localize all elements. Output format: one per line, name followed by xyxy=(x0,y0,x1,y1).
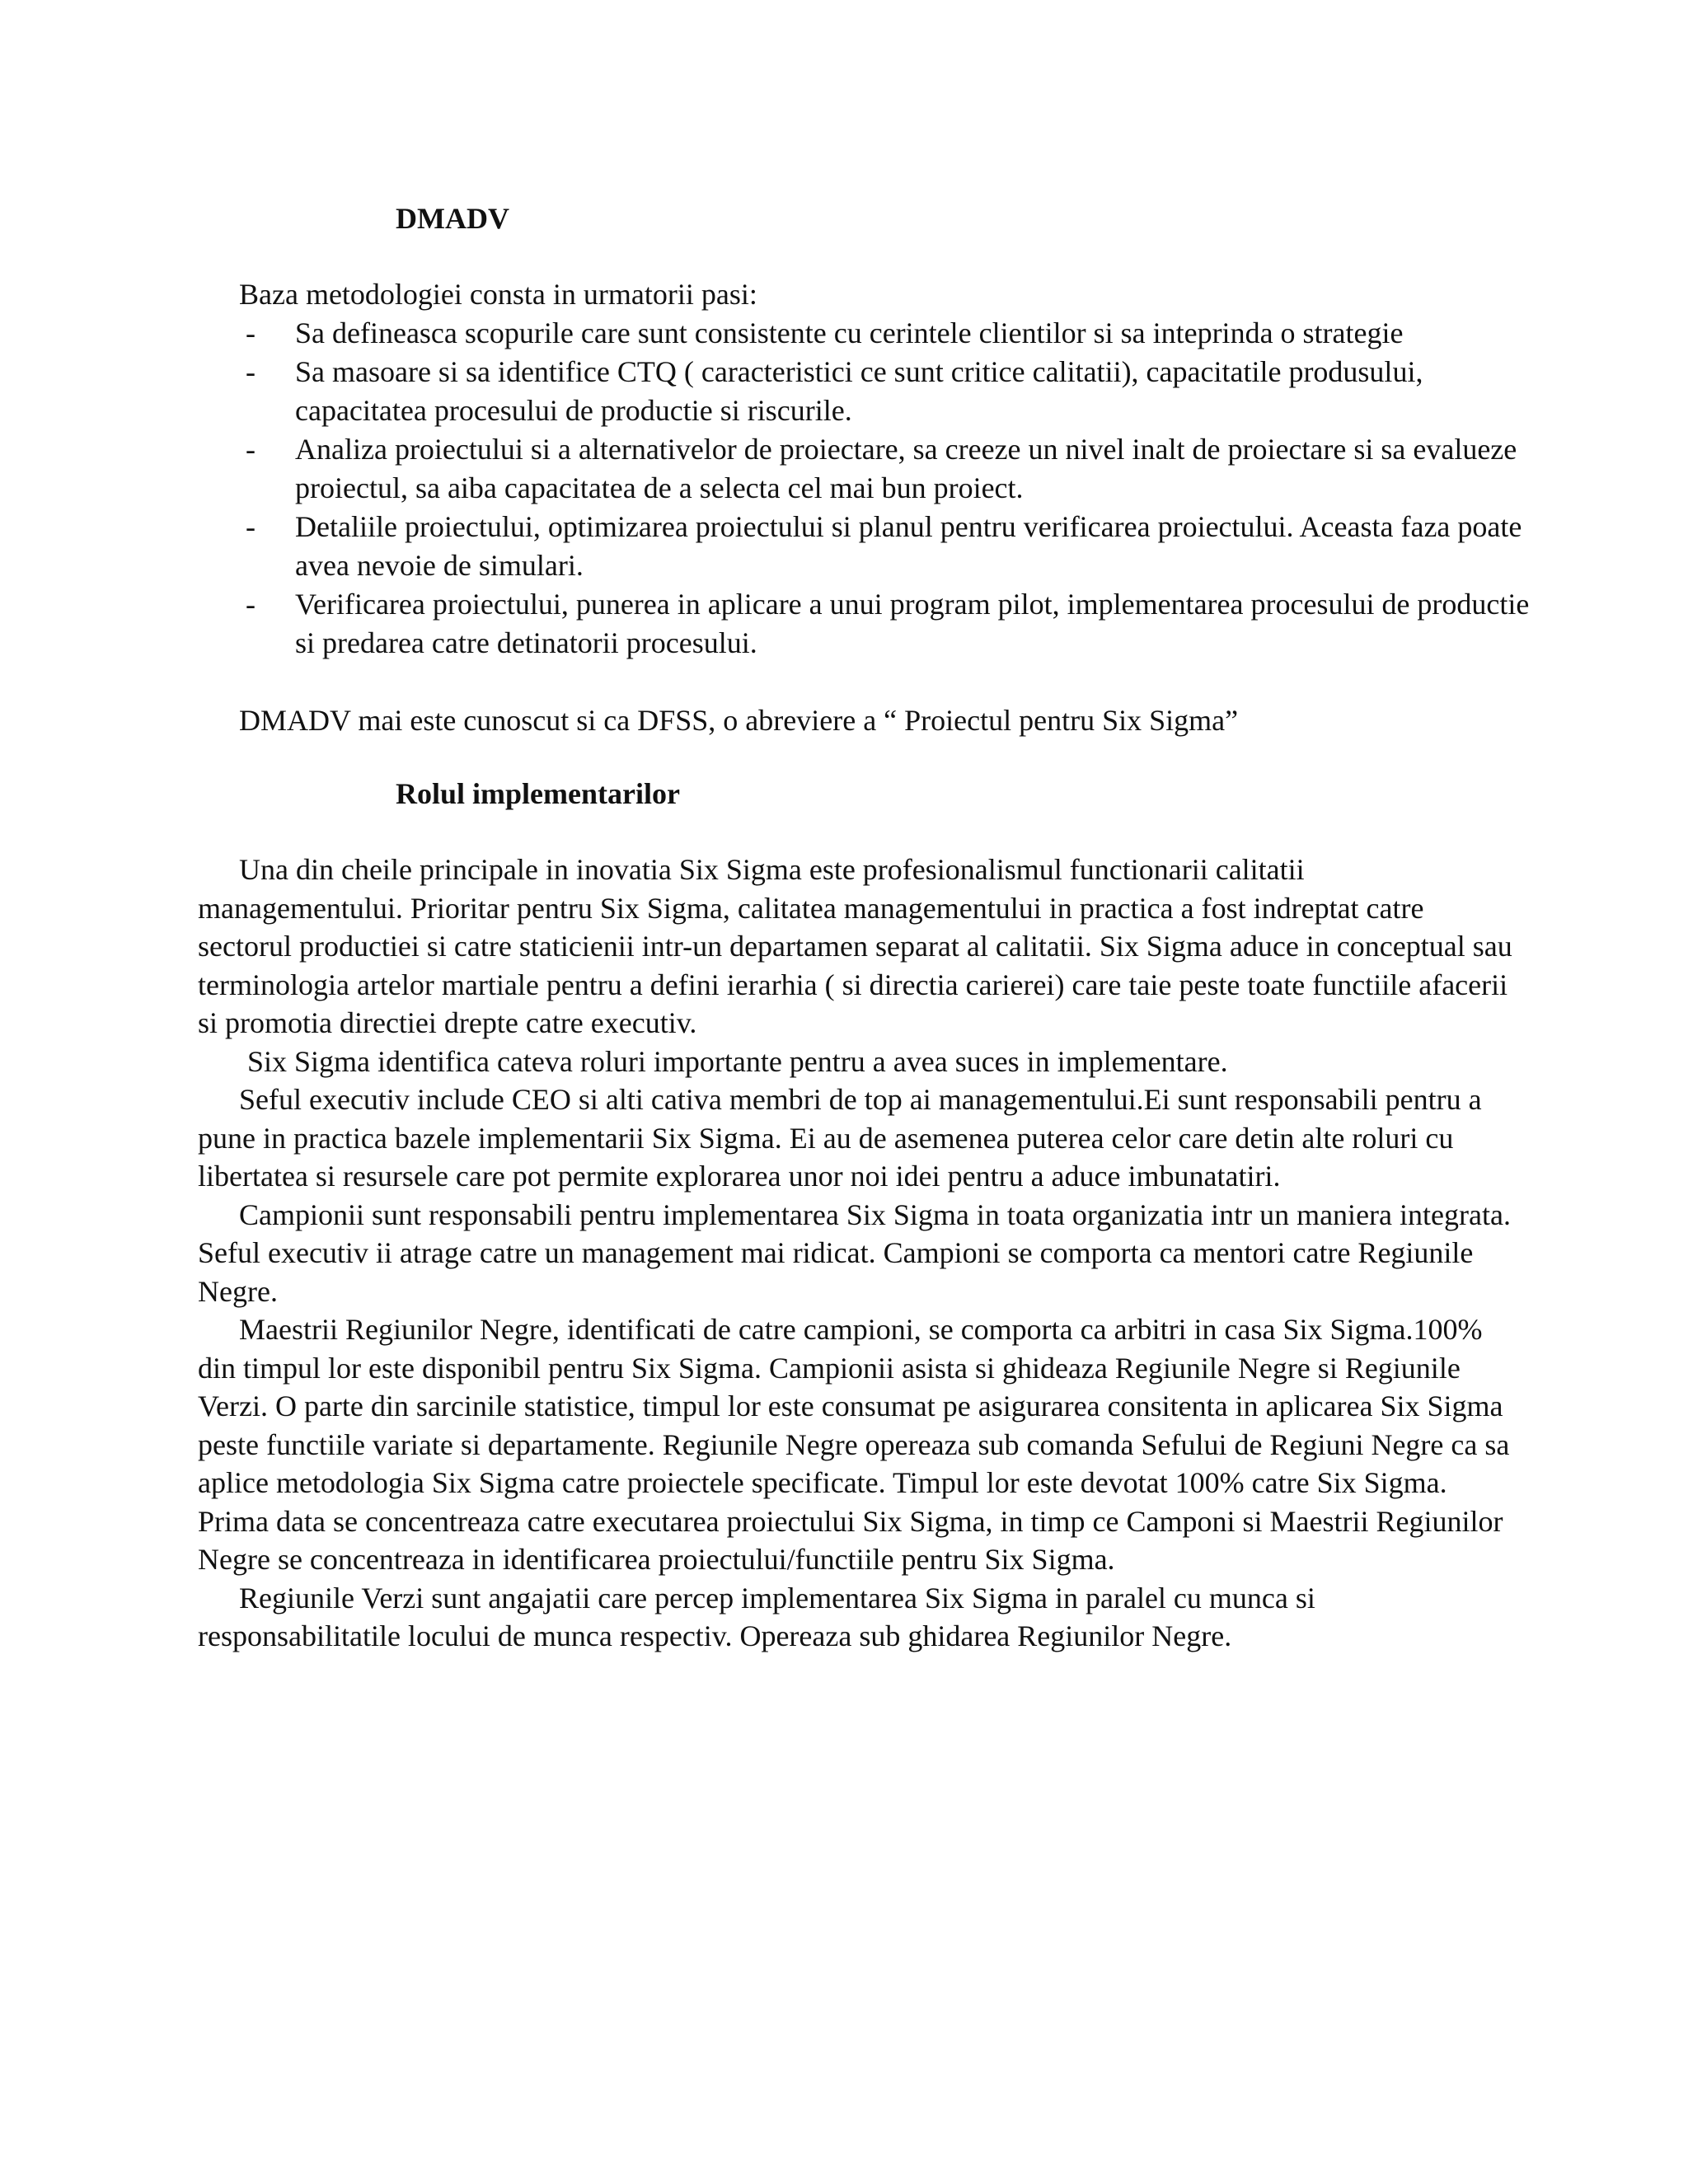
step-text: Verificarea proiectului, punerea in aplicare a unui program pilot, implementarea procesului de productie si predarea catre detinatorii procesului. xyxy=(295,588,1530,659)
paragraph: Six Sigma identifica cateva roluri importante pentru a avea suces in implementare. xyxy=(247,1044,1228,1078)
step-text: Sa defineasca scopurile care sunt consistente cu cerintele clientilor si sa inteprinda o strategie xyxy=(295,316,1404,349)
bullet-dash: - xyxy=(246,433,256,466)
paragraph: Una din cheile principale in inovatia Six Sigma este profesionalismul functionarii calitatii managementului. Prioritar pentru Six Sigma, calitatea managementului in practica a fost indreptat catre sectorul productiei si catre staticienii intr-un departamen separat al calitatii. Six Sigma aduce in conceptual sau terminologia artelor martiale pentru a defini ierarhia ( si directia carierei) care taie peste toate functiile afacerii si promotia directiei drepte catre executiv. xyxy=(198,853,1512,1039)
list-item xyxy=(239,314,1525,353)
paragraph: Regiunile Verzi sunt angajatii care percep implementarea Six Sigma in paralel cu munca si responsabilitatile locului de munca respectiv. Opereaza sub ghidarea Regiunilor Negre. xyxy=(198,1581,1315,1652)
list-item xyxy=(239,353,1525,430)
list-item xyxy=(239,430,1525,508)
steps-list xyxy=(239,314,1530,663)
list-item xyxy=(239,585,1530,663)
paragraph: Seful executiv include CEO si alti cativa membri de top ai managementului.Ei sunt responsabili pentru a pune in practica bazele implementarii Six Sigma. Ei au de asemenea puterea celor care detin alte roluri cu libertatea si resursele care pot permite explorarea unor noi idei pentru a aduce imbunatatiri. xyxy=(198,1083,1482,1193)
bullet-dash: - xyxy=(246,510,256,543)
list-item xyxy=(239,508,1525,585)
closing-text: DMADV mai este cunoscut si ca DFSS, o abreviere a “ Proiectul pentru Six Sigma” xyxy=(239,704,1239,737)
section-title-roles: Rolul implementarilor xyxy=(396,777,680,810)
bullet-dash: - xyxy=(246,316,256,349)
bullet-dash: - xyxy=(246,355,256,388)
step-text: Analiza proiectului si a alternativelor de proiectare, sa creeze un nivel inalt de proiectare si sa evalueze proiectul, sa aiba capacitatea de a selecta cel mai bun proiect. xyxy=(295,433,1517,504)
bullet-dash: - xyxy=(246,588,256,621)
section-title-dmadv: DMADV xyxy=(396,202,509,235)
paragraph: Campionii sunt responsabili pentru implementarea Six Sigma in toata organizatia intr un maniera integrata. Seful executiv ii atrage catre un management mai ridicat. Campioni se comporta ca mentori catre Regiunile Negre. xyxy=(198,1197,1511,1308)
step-text: Detaliile proiectului, optimizarea proiectului si planul pentru verificarea proiectului. Aceasta faza poate avea nevoie de simulari. xyxy=(295,510,1522,582)
intro-text: Baza metodologiei consta in urmatorii pasi: xyxy=(239,278,757,311)
section-body xyxy=(198,851,1517,1656)
paragraph: Maestrii Regiunilor Negre, identificati de catre campioni, se comporta ca arbitri in casa Six Sigma.100% din timpul lor este disponibil pentru Six Sigma. Campionii asista si ghideaza Regiunile Negre si Regiunile Verzi. O parte din sarcinile statistice, timpul lor este consumat pe asigurarea consitenta in aplicarea Six Sigma peste functiile variate si departamente. Regiunile Negre opereaza sub comanda Sefului de Regiuni Negre ca sa aplice metodologia Six Sigma catre proiectele specificate. Timpul lor este devotat 100% catre Six Sigma. Prima data se concentreaza catre executarea proiectului Six Sigma, in timp ce Camponi si Maestrii Regiunilor Negre se concentreaza in identificarea proiectului/functiile pentru Six Sigma. xyxy=(198,1313,1510,1576)
step-text: Sa masoare si sa identifice CTQ ( caracteristici ce sunt critice calitatii), capacitatile produsului, capacitatea procesului de productie si riscurile. xyxy=(295,355,1423,427)
